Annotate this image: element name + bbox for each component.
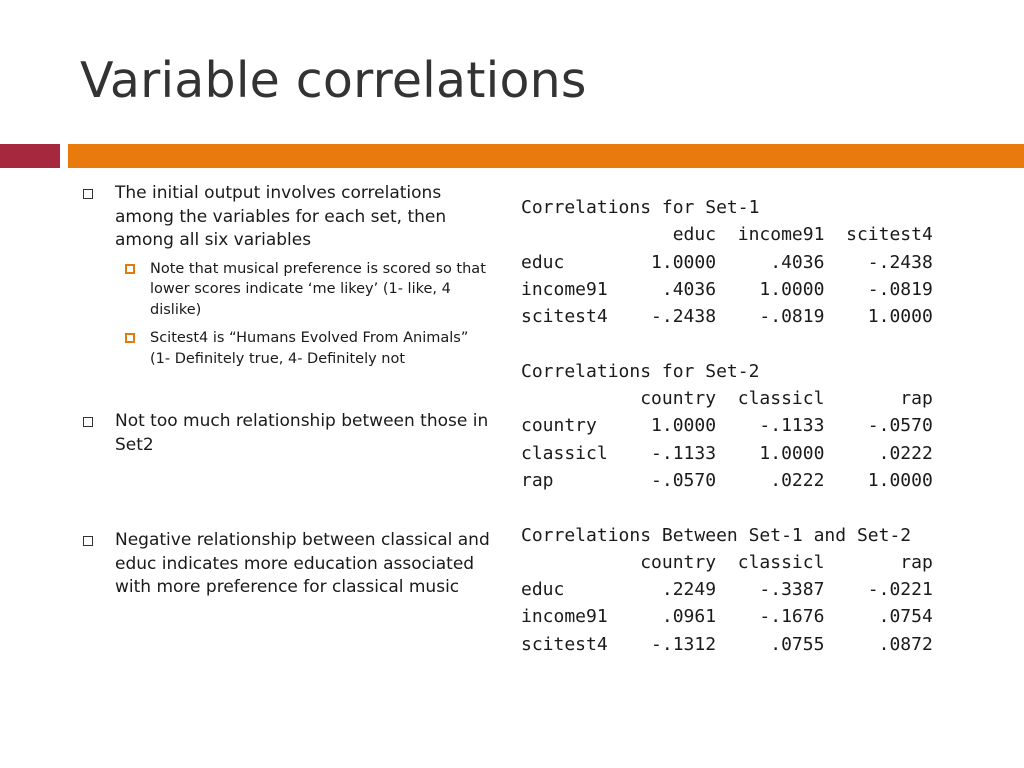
hollow-square-bullet-icon bbox=[83, 189, 93, 199]
slide-title: Variable correlations bbox=[80, 52, 587, 109]
table-title: Correlations for Set-1 bbox=[521, 197, 760, 218]
table-title: Correlations for Set-2 bbox=[521, 360, 760, 382]
blank-line bbox=[521, 494, 933, 521]
sub-bullet-text: Scitest4 is “Humans Evolved From Animals” (1- Definitely true, 4- Definitely not bbox=[150, 330, 469, 367]
table-row: income91 .4036 1.0000 -.0819 bbox=[521, 278, 933, 300]
hollow-square-bullet-icon bbox=[83, 417, 93, 427]
bullet-text: The initial output involves correlations among the variables for each set, then among all six variables bbox=[115, 183, 447, 250]
table-row: classicl -.1133 1.0000 .0222 bbox=[521, 442, 933, 464]
sub-bullet-item bbox=[115, 328, 492, 369]
table-row: rap -.0570 .0222 1.0000 bbox=[521, 469, 933, 491]
table-header: educ income91 scitest4 bbox=[521, 224, 933, 246]
table-header: country classicl rap bbox=[521, 551, 933, 573]
orange-square-bullet-icon bbox=[125, 333, 135, 343]
table-title: Correlations Between Set-1 and Set-2 bbox=[521, 524, 912, 546]
table-row: educ .2249 -.3387 -.0221 bbox=[521, 579, 933, 601]
sub-bullet-item bbox=[115, 259, 492, 321]
bullet-text: Negative relationship between classical and educ indicates more education associated with more preference for classical music bbox=[115, 530, 490, 597]
blank-line bbox=[521, 330, 933, 357]
table-row: scitest4 -.1312 .0755 .0872 bbox=[521, 633, 933, 655]
sub-bullet-list bbox=[115, 259, 492, 370]
correlation-output bbox=[521, 194, 933, 658]
bullet-list bbox=[80, 182, 492, 600]
bullet-item bbox=[80, 182, 492, 369]
table-row: country 1.0000 -.1133 -.0570 bbox=[521, 415, 933, 437]
bullet-text: Not too much relationship between those in Set2 bbox=[115, 411, 489, 455]
table-row: educ 1.0000 .4036 -.2438 bbox=[521, 251, 933, 273]
accent-bar-red bbox=[0, 144, 60, 168]
table-header: country classicl rap bbox=[521, 388, 933, 410]
bullet-item bbox=[80, 529, 492, 600]
accent-bar-orange bbox=[68, 144, 1024, 168]
hollow-square-bullet-icon bbox=[83, 536, 93, 546]
bullet-item bbox=[80, 410, 492, 457]
orange-square-bullet-icon bbox=[125, 264, 135, 274]
sub-bullet-text: Note that musical preference is scored so that lower scores indicate ‘me likey’ (1- like, 4 dislike) bbox=[150, 260, 486, 318]
table-row: income91 .0961 -.1676 .0754 bbox=[521, 606, 933, 628]
table-row: scitest4 -.2438 -.0819 1.0000 bbox=[521, 306, 933, 328]
